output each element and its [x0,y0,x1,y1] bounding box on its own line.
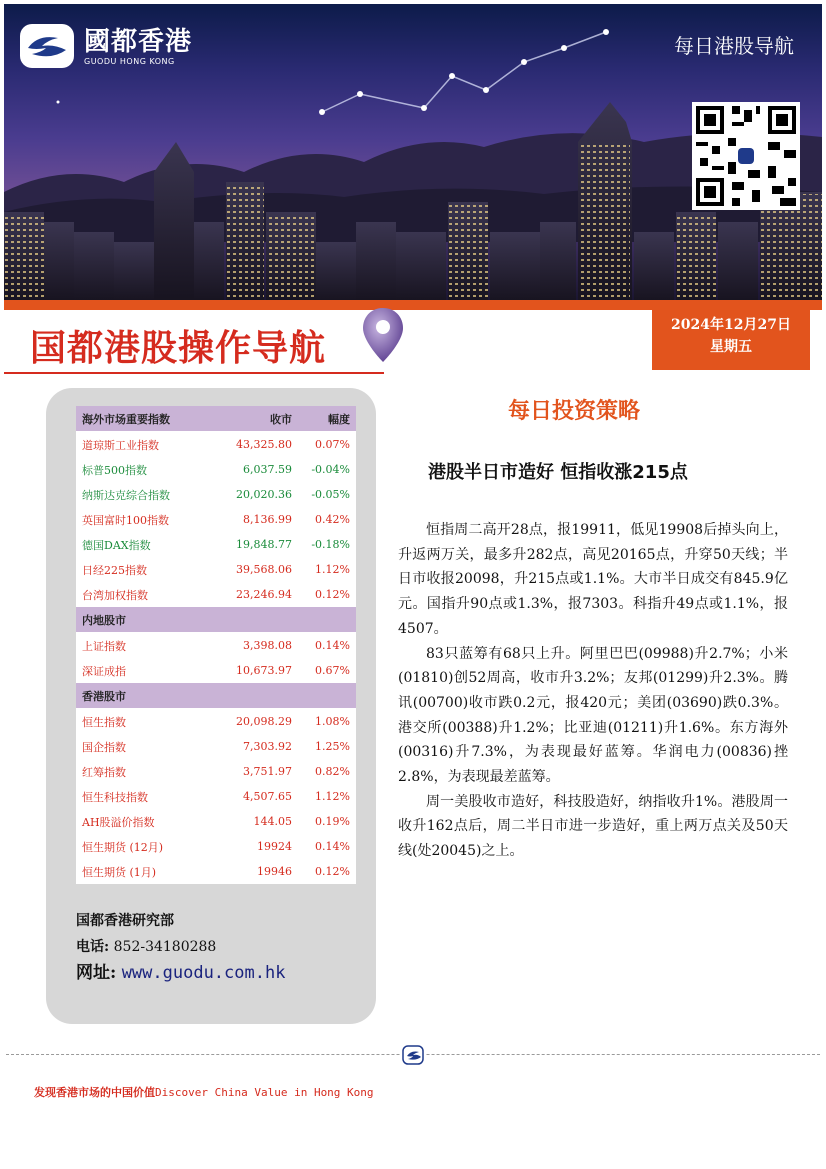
title-underline [4,372,384,374]
table-row [76,532,356,557]
index-change: 1.08% [300,709,356,735]
table-row [76,457,356,482]
phone-label: 电话: [76,939,110,955]
article-paragraph: 周一美股收市造好，科技股造好，纳指收升1%。港股周一收升162点后，周二半日市进一步造好，重上两万点关及50天线(处20045)之上。 [398,793,788,860]
table-row [76,582,356,607]
index-close: 4,507.65 [212,784,300,809]
phone-line [76,934,285,960]
index-change: -0.04% [300,457,356,482]
section-title: 每日投资策略 [508,399,641,424]
index-change: 0.67% [300,658,356,683]
index-change: 0.19% [300,809,356,834]
table-header-cell: 收市 [212,406,300,432]
table-row [76,759,356,784]
index-close: 7,303.92 [212,734,300,759]
slogan-chinese: 发现香港市场的中国价值 [34,1086,155,1099]
table-row [76,507,356,532]
index-name: 恒生期货 (12月) [76,834,212,859]
article-headline: 港股半日市造好 恒指收涨215点 [428,462,688,483]
index-name: AH股溢价指数 [76,809,212,834]
brand-logo [18,22,192,70]
table-row [76,482,356,507]
index-close: 19946 [212,859,300,884]
table-section-header [76,406,356,432]
index-close: 8,136.99 [212,507,300,532]
index-name: 红筹指数 [76,759,212,784]
index-change: 0.12% [300,859,356,884]
index-name: 标普500指数 [76,457,212,482]
table-row [76,859,356,884]
logo-chinese-name: 國都香港 [84,26,193,57]
article-body [398,518,788,864]
index-close: 19,848.77 [212,532,300,557]
index-change: 1.12% [300,784,356,809]
index-change: 0.42% [300,507,356,532]
table-row [76,734,356,759]
index-name: 上证指数 [76,633,212,659]
index-name: 恒生科技指数 [76,784,212,809]
table-row [76,709,356,735]
index-name: 纳斯达克综合指数 [76,482,212,507]
footer-slogan [34,1084,374,1100]
article-paragraph: 83只蓝筹有68只上升。阿里巴巴(09988)升2.7%；小米(01810)创52周高，收市升3.2%；友邦(01299)升2.3%。腾讯(00700)收市跌0.2元，报420元；美团(03690)跌0.3%。港交所(00388)升1.2%；比亚迪(01211)升1.6%。东方海外(00316)升7.3%，为表现最好蓝筹。华润电力(00836)挫2.8%，为表现最差蓝筹。 [398,645,788,786]
website-link[interactable]: www.guodu.com.hk [121,963,286,983]
market-index-table [76,406,356,884]
index-name: 日经225指数 [76,557,212,582]
table-header-cell: 内地股市 [76,607,356,633]
banner-tagline: 每日港股导航 [674,34,794,58]
index-change: 0.14% [300,633,356,659]
article-paragraph: 恒指周二高开28点，报19911，低见19908后掉头向上，升返两万关，最多升282点，高见20165点，升穿50天线；半日市收报20098，升215点或1.1%。大市半日成交有845.9亿元。国指升90点或1.3%，报7303。科指升49点或1.1%，报4507。 [398,522,788,637]
index-close: 23,246.94 [212,582,300,607]
table-row [76,432,356,458]
index-close: 20,020.36 [212,482,300,507]
index-close: 10,673.97 [212,658,300,683]
index-name: 英国富时100指数 [76,507,212,532]
table-row [76,633,356,659]
index-name: 恒生指数 [76,709,212,735]
guodu-logo-icon [18,22,76,70]
table-row [76,834,356,859]
index-close: 3,751.97 [212,759,300,784]
table-header-cell: 香港股市 [76,683,356,709]
index-change: 0.14% [300,834,356,859]
index-close: 3,398.08 [212,633,300,659]
index-name: 德国DAX指数 [76,532,212,557]
index-name: 恒生期货 (1月) [76,859,212,884]
table-row [76,784,356,809]
table-header-cell: 幅度 [300,406,356,432]
index-close: 19924 [212,834,300,859]
table-row [76,809,356,834]
index-change: -0.05% [300,482,356,507]
index-name: 台湾加权指数 [76,582,212,607]
footer-logo-icon [400,1044,426,1066]
report-date: 2024年12月27日 [671,317,791,333]
table-section-header [76,683,356,709]
index-close: 6,037.59 [212,457,300,482]
index-change: 0.12% [300,582,356,607]
table-row [76,557,356,582]
contact-info [76,908,285,986]
report-weekday: 星期五 [710,339,752,355]
table-header-cell: 海外市场重要指数 [76,406,212,432]
date-badge [652,310,810,370]
index-name: 道琼斯工业指数 [76,432,212,458]
index-change: 0.82% [300,759,356,784]
website-line [76,960,285,986]
index-close: 39,568.06 [212,557,300,582]
website-label: 网址: [76,963,117,983]
index-close: 43,325.80 [212,432,300,458]
index-change: -0.18% [300,532,356,557]
table-row [76,658,356,683]
slogan-english: Discover China Value in Hong Kong [155,1086,374,1099]
logo-english-name: GUODU HONG KONG [84,56,175,66]
banner-divider [4,300,822,310]
index-change: 1.25% [300,734,356,759]
header-banner [4,4,822,302]
index-change: 1.12% [300,557,356,582]
index-name: 深证成指 [76,658,212,683]
phone-number: 852-34180288 [113,939,217,955]
table-section-header [76,607,356,633]
index-close: 20,098.29 [212,709,300,735]
location-pin-icon [360,306,406,364]
research-department: 国都香港研究部 [76,913,174,929]
qr-code-icon [692,102,800,210]
page-title: 国都港股操作导航 [30,328,327,369]
index-change: 0.07% [300,432,356,458]
index-name: 国企指数 [76,734,212,759]
index-close: 144.05 [212,809,300,834]
